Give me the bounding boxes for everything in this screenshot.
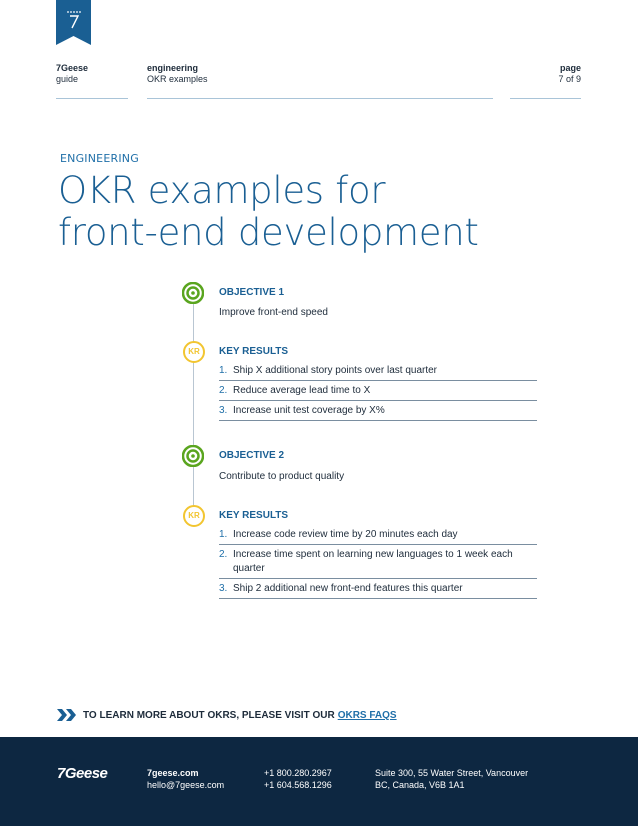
list-item-number: 2.	[219, 549, 228, 560]
target-icon	[182, 445, 204, 467]
list-item	[219, 381, 537, 401]
key-results-list	[219, 361, 537, 421]
objective-text: Improve front-end speed	[219, 307, 328, 318]
target-icon	[182, 282, 204, 304]
double-chevron-right-icon	[57, 709, 77, 721]
list-item-number: 2.	[219, 385, 228, 396]
header-section-label: engineering	[147, 63, 199, 73]
key-results-badge-icon: KR	[183, 505, 205, 527]
list-item-number: 3.	[219, 583, 228, 594]
footer	[0, 737, 638, 826]
timeline-line	[193, 300, 194, 526]
footer-phone: +1 604.568.1296	[264, 780, 332, 790]
key-results-badge-icon: KR	[183, 341, 205, 363]
objective-label: OBJECTIVE 2	[219, 450, 285, 461]
list-item-text: Increase time spent on learning new languages to 1 week each quarter	[233, 549, 513, 574]
list-item-text: Reduce average lead time to X	[233, 385, 371, 396]
footer-logo: 7Geese	[57, 765, 108, 782]
objective-label: OBJECTIVE 1	[219, 287, 285, 298]
footer-address-line: BC, Canada, V6B 1A1	[375, 780, 465, 790]
footer-website-link[interactable]: 7geese.com	[147, 768, 199, 778]
list-item	[219, 361, 537, 381]
page-title-line: OKR examples for	[58, 169, 386, 212]
header-brand	[56, 63, 88, 85]
list-item-text: Increase unit test coverage by X%	[233, 405, 385, 416]
list-item-number: 3.	[219, 405, 228, 416]
footer-contact-phone	[264, 767, 332, 791]
footer-phone: +1 800.280.2967	[264, 768, 332, 778]
header-divider	[56, 98, 128, 99]
header-brand-name: 7Geese	[56, 63, 89, 73]
header-divider	[147, 98, 493, 99]
footer-contact-web	[147, 767, 224, 791]
key-results-label: KEY RESULTS	[219, 346, 289, 357]
header-page-label: page	[559, 63, 581, 73]
header-section	[147, 63, 208, 85]
footer-address	[375, 767, 528, 791]
list-item-text: Ship 2 additional new front-end features this quarter	[233, 583, 463, 594]
list-item-text: Increase code review time by 20 minutes each day	[233, 529, 458, 540]
page-title-line: front-end development	[58, 211, 479, 254]
list-item-number: 1.	[219, 365, 228, 376]
okr-faq-callout	[57, 709, 397, 721]
header-brand-sub: guide	[56, 74, 79, 84]
header-section-sub: OKR examples	[147, 74, 208, 84]
list-item	[219, 525, 537, 545]
section-eyebrow: ENGINEERING	[60, 152, 139, 165]
footer-email-link[interactable]: hello@7geese.com	[147, 780, 225, 790]
header-page	[558, 63, 581, 85]
list-item	[219, 579, 537, 599]
page-title	[58, 170, 578, 254]
callout-text: TO LEARN MORE ABOUT OKRS, PLEASE VISIT OUR	[83, 709, 335, 721]
key-results-label: KEY RESULTS	[219, 510, 289, 521]
list-item-text: Ship X additional story points over last quarter	[233, 365, 437, 376]
header-divider	[510, 98, 581, 99]
list-item-number: 1.	[219, 529, 228, 540]
okr-faqs-link[interactable]: OKRS FAQS	[337, 709, 397, 721]
footer-address-line: Suite 300, 55 Water Street, Vancouver	[375, 768, 529, 778]
key-results-list	[219, 525, 537, 599]
objective-text: Contribute to product quality	[219, 471, 345, 482]
header-page-value: 7 of 9	[558, 74, 581, 84]
bookmark-logo-icon	[56, 0, 91, 45]
list-item	[219, 401, 537, 421]
list-item	[219, 545, 537, 579]
